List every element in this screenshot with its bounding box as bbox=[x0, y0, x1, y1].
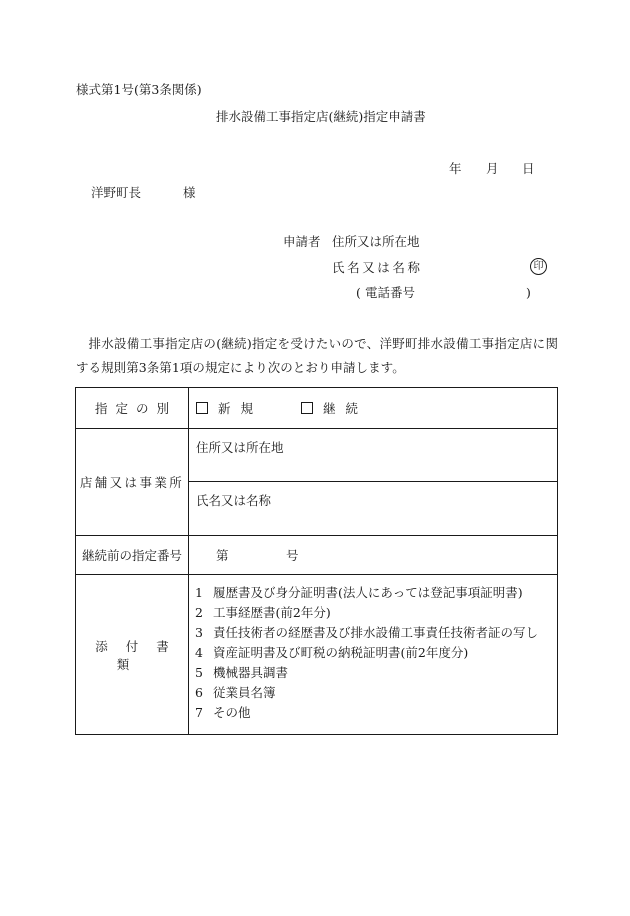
number-suffix: 号 bbox=[286, 548, 299, 563]
applicant-name-label: 氏名又は名称 bbox=[332, 260, 423, 275]
checkbox-new[interactable] bbox=[196, 402, 208, 414]
option-continue-label: 継続 bbox=[323, 401, 369, 416]
application-statement: 排水設備工事指定店の(継続)指定を受けたいので、洋野町排水設備工事指定店に関する規則第3条第1項の規定により次のとおり申請します。 bbox=[76, 336, 558, 375]
list-item bbox=[195, 583, 557, 603]
store-name-label: 氏名又は名称 bbox=[196, 493, 272, 508]
table-row-designation bbox=[76, 388, 558, 429]
applicant-address-label: 住所又は所在地 bbox=[332, 234, 420, 249]
date-year-label: 年 bbox=[449, 161, 462, 176]
list-item bbox=[195, 623, 557, 643]
number-prefix: 第 bbox=[216, 548, 229, 563]
attachment-text: 工事経歴書(前2年分) bbox=[213, 605, 331, 620]
attachment-number: 5 bbox=[195, 665, 203, 680]
designation-label-cell bbox=[76, 388, 189, 429]
seal-icon: 印 bbox=[530, 258, 547, 275]
previous-number-cell[interactable] bbox=[189, 536, 558, 575]
list-item bbox=[195, 663, 557, 683]
addressee-name: 洋野町長 bbox=[91, 185, 142, 200]
applicant-label: 申請者 bbox=[283, 234, 321, 249]
checkbox-continue[interactable] bbox=[301, 402, 313, 414]
store-address-cell[interactable] bbox=[189, 429, 558, 482]
attachment-number: 1 bbox=[195, 585, 203, 600]
attachment-number: 6 bbox=[195, 685, 203, 700]
list-item bbox=[195, 603, 557, 623]
attachment-text: 履歴書及び身分証明書(法人にあっては登記事項証明書) bbox=[213, 585, 523, 600]
store-address-label: 住所又は所在地 bbox=[196, 440, 284, 455]
attachments-label: 添付書類 bbox=[95, 638, 187, 672]
previous-number-label-cell bbox=[76, 536, 189, 575]
attachment-number: 2 bbox=[195, 605, 203, 620]
option-new-label: 新規 bbox=[218, 401, 264, 416]
attachment-number: 7 bbox=[195, 705, 203, 720]
table-row-store-address bbox=[76, 429, 558, 482]
document-title: 排水設備工事指定店(継続)指定申請書 bbox=[216, 109, 426, 124]
date-month-label: 月 bbox=[486, 161, 499, 176]
phone-label: 電話番号 bbox=[365, 285, 416, 300]
attachments-list-cell bbox=[189, 575, 558, 735]
date-day-label: 日 bbox=[522, 161, 535, 176]
store-name-cell[interactable] bbox=[189, 482, 558, 536]
list-item bbox=[195, 643, 557, 663]
addressee-honorific: 様 bbox=[183, 185, 196, 200]
list-item bbox=[195, 703, 557, 723]
store-label-cell bbox=[76, 429, 189, 536]
attachment-number: 3 bbox=[195, 625, 203, 640]
form-number: 様式第1号(第3条関係) bbox=[76, 82, 202, 97]
list-item bbox=[195, 683, 557, 703]
attachment-text: 資産証明書及び町税の納税証明書(前2年度分) bbox=[213, 645, 469, 660]
attachment-text: 機械器具調書 bbox=[213, 665, 289, 680]
phone-paren-open: ( bbox=[356, 285, 361, 300]
attachment-text: その他 bbox=[213, 705, 251, 720]
attachment-text: 従業員名簿 bbox=[213, 685, 276, 700]
table-row-previous-number bbox=[76, 536, 558, 575]
application-table bbox=[75, 387, 558, 735]
previous-number-label: 継続前の指定番号 bbox=[81, 548, 182, 563]
attachment-text: 責任技術者の経歴書及び排水設備工事責任技術者証の写し bbox=[213, 625, 539, 640]
store-label: 店舗又は事業所 bbox=[79, 475, 185, 490]
attachments-list bbox=[189, 575, 557, 723]
attachments-label-cell bbox=[76, 575, 189, 735]
designation-options-cell bbox=[189, 388, 558, 429]
designation-label: 指定の別 bbox=[94, 401, 177, 416]
phone-paren-close: ) bbox=[526, 285, 531, 300]
attachment-number: 4 bbox=[195, 645, 203, 660]
table-row-attachments bbox=[76, 575, 558, 735]
